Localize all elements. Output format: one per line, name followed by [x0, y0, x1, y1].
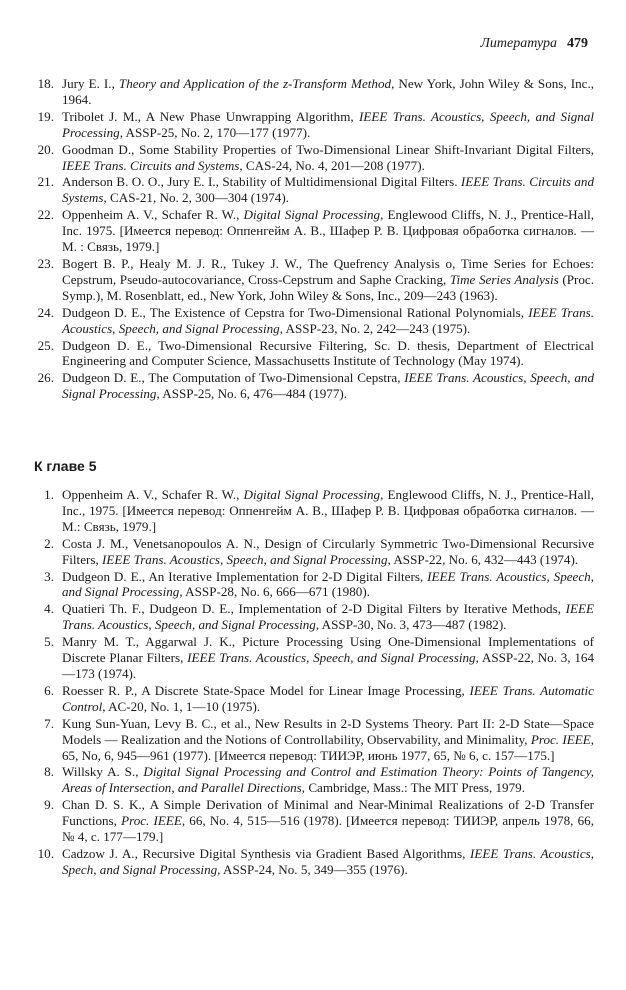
reference-text: Oppenheim A. V., Schafer R. W., — [62, 487, 244, 502]
reference-number: 24. — [37, 304, 54, 320]
reference-title: Proc. IEEE — [121, 813, 182, 829]
reference-text: Dudgeon D. E., An Iterative Implementation for 2-D Digital Filters, — [62, 568, 428, 584]
reference-item — [26, 601, 594, 633]
reference-text-tail: , ASSP-24, No. 5, 349—355 (1976). — [217, 861, 408, 877]
reference-item — [26, 569, 594, 601]
reference-number: 20. — [37, 141, 54, 157]
reference-text: Willsky A. S., — [62, 764, 144, 780]
reference-number: 9. — [44, 797, 54, 813]
reference-text: Manry M. T., Aggarwal J. K., Picture Processing Using One-Dimensional Implementations of Discrete Planar Filters, — [62, 634, 594, 666]
reference-title: IEEE Trans. Acoustics, Speech, and Signal Processing — [62, 568, 594, 600]
reference-title: IEEE Trans. Acoustics, Speech, and Signal Processing — [62, 108, 594, 140]
reference-text: Jury E. I., — [62, 76, 119, 91]
reference-text: Cadzow J. A., Recursive Digital Synthesis via Gradient Based Algorithms, — [62, 845, 470, 861]
reference-item — [26, 370, 594, 402]
reference-text-tail: , ASSP-28, No. 6, 666—671 (1980). — [179, 584, 370, 600]
reference-text-tail: , ASSP-22, No. 6, 432—443 (1974). — [387, 551, 579, 567]
reference-title: IEEE Trans. Acoustics, Spech, and Signal Processing — [62, 845, 594, 877]
reference-text-tail: , AC-20, No. 1, 1—10 (1975). — [102, 698, 261, 714]
reference-text-tail: , New York, John Wiley & Sons, Inc., 1964. — [62, 76, 594, 107]
reference-text-tail: , Englewood Cliffs, N. J., Prentice-Hall, Inc., 1975. [Имеется перевод: Оппенгейм А. В., Шафер Р. В. Цифровая обработка сигналов. — М.: Связь, 1979.] — [62, 487, 595, 534]
reference-item — [26, 174, 594, 206]
reference-item — [26, 76, 594, 108]
reference-item — [26, 142, 594, 174]
reference-text: Dudgeon D. E., Two-Dimensional Recursive Filtering, Sc. D. thesis, Department of Electrical Engineering and Computer Science, Massachusetts Institute of Technology (May 1974). — [62, 337, 594, 369]
reference-title: IEEE Trans. Automatic Control — [62, 682, 594, 714]
reference-item — [26, 634, 594, 682]
reference-text-tail: , ASSP-22, No. 3, 164—173 (1974). — [62, 650, 594, 681]
reference-title: IEEE Trans. Acoustics, Speech, and Signal Processing — [102, 551, 388, 567]
reference-text-tail: , CAS-21, No. 2, 300—304 (1974). — [103, 190, 289, 206]
reference-number: 18. — [37, 76, 54, 91]
reference-number: 22. — [37, 207, 54, 223]
reference-title: IEEE Trans. Circuits and Systems — [62, 157, 240, 173]
reference-number: 19. — [37, 108, 54, 124]
reference-text: Roesser R. P., A Discrete State-Space Model for Linear Image Processing, — [62, 682, 470, 698]
reference-text: Goodman D., Some Stability Properties of Two-Dimensional Linear Shift-Invariant Digital Filters, — [62, 141, 594, 157]
reference-title: Theory and Application of the z-Transform Method — [118, 76, 392, 91]
reference-text: Tribolet J. M., A New Phase Unwrapping Algorithm, — [62, 108, 360, 124]
reference-item — [26, 716, 594, 764]
reference-number: 7. — [44, 715, 54, 731]
reference-text-tail: , ASSP-25, No. 2, 170—177 (1977). — [119, 124, 311, 140]
reference-number: 6. — [44, 682, 54, 698]
reference-text-tail: , ASSP-30, No. 3, 473—487 (1982). — [315, 617, 507, 633]
reference-number: 3. — [44, 568, 54, 584]
reference-text-tail: , Cambridge, Mass.: The MIT Press, 1979. — [301, 780, 525, 796]
reference-text: Kung Sun-Yuan, Levy B. C., et al., New Results in 2-D Systems Theory. Part II: 2-D State—Space Models — Realization and the Notions of Controllability, Observability, and Minimality, — [62, 715, 594, 747]
reference-item — [26, 683, 594, 715]
chapter5-heading: К главе 5 — [34, 458, 97, 474]
reference-title: IEEE Trans. Acoustics, Speech, and Signal Processing — [187, 650, 476, 666]
reference-number: 26. — [37, 370, 54, 386]
reference-text-tail: , 65, No, 6, 945—961 (1977). [Имеется перевод: ТИИЭР, июнь 1977, 65, № 6, с. 157—175.] — [62, 731, 594, 763]
reference-text-tail: , CAS-24, No. 4, 201—208 (1977). — [239, 157, 425, 173]
reference-text: Chan D. S. K., A Simple Derivation of Minimal and Near-Minimal Realizations of 2-D Transfer Functions, — [62, 797, 594, 829]
reference-item — [26, 338, 594, 370]
header-title: Литература — [480, 36, 557, 51]
reference-item — [26, 487, 594, 535]
reference-item — [26, 764, 594, 796]
reference-text: Dudgeon D. E., The Existence of Cepstra for Two-Dimensional Rational Polynomials, — [62, 304, 529, 320]
page-number: 479 — [567, 36, 588, 51]
reference-number: 5. — [44, 634, 54, 650]
reference-text-tail: , ASSP-25, No. 6, 476—484 (1977). — [156, 386, 348, 402]
reference-item — [26, 109, 594, 141]
reference-title: Digital Signal Processing and Control and Estimation Theory: Points of Tangency, Areas of Intersection, and Parallel Directions — [62, 764, 595, 796]
reference-number: 1. — [44, 487, 54, 502]
reference-title: IEEE Trans. Acoustics, Speech, and Signal Processing — [62, 601, 594, 633]
reference-text: Anderson B. O. O., Jury E. I., Stability of Multidimensional Digital Filters. — [62, 174, 461, 190]
reference-text: Costa J. M., Venetsanopoulos A. N., Design of Circularly Symmetric Two-Dimensional Recursive Filters, — [62, 535, 594, 567]
reference-text: Dudgeon D. E., The Computation of Two-Dimensional Cepstra, — [62, 370, 405, 386]
reference-text: Oppenheim A. V., Schafer R. W., — [62, 207, 244, 223]
reference-number: 8. — [44, 764, 54, 780]
chapter4-reference-list — [26, 76, 594, 403]
reference-item — [26, 305, 594, 337]
reference-text-tail: (Proc. Symp.), M. Rosenblatt, ed., New York, John Wiley & Sons, Inc., 209—243 (1963). — [62, 271, 594, 303]
reference-item — [26, 797, 594, 845]
reference-number: 21. — [37, 174, 54, 190]
reference-title: Digital Signal Processing — [243, 207, 381, 223]
reference-item — [26, 536, 594, 568]
reference-item — [26, 256, 594, 304]
reference-title: Time Series Analysis — [449, 271, 559, 287]
reference-text-tail: , Englewood Cliffs, N. J., Prentice-Hall, Inc. 1975. [Имеется перевод: Оппенгейм А. В., Шафер Р. В. Цифровая обработка сигналов. — М. : Связь, 1979.] — [62, 207, 595, 255]
reference-title: IEEE Trans. Acoustics, Speech, and Signal Processing — [62, 370, 594, 402]
reference-title: Proc. IEEE — [530, 731, 591, 747]
reference-title: IEEE Trans. Acoustics, Speech, and Signal Processing — [62, 304, 594, 336]
reference-number: 2. — [44, 535, 54, 551]
reference-text-tail: , 66, No. 4, 515—516 (1978). [Имеется перевод: ТИИЭР, апрель 1978, 66, № 4, с. 177—179.] — [62, 813, 594, 845]
reference-text: Quatieri Th. F., Dudgeon D. E., Implementation of 2-D Digital Filters by Iterative Methods, — [62, 601, 566, 617]
reference-item — [26, 207, 594, 255]
reference-title: IEEE Trans. Circuits and Systems — [62, 174, 594, 206]
reference-title: Digital Signal Processing — [243, 487, 381, 502]
reference-text-tail: , ASSP-23, No. 2, 242—243 (1975). — [279, 320, 471, 336]
reference-number: 4. — [44, 601, 54, 617]
running-header — [480, 36, 588, 52]
reference-number: 25. — [37, 337, 54, 353]
reference-number: 10. — [37, 845, 54, 861]
reference-number: 23. — [37, 255, 54, 271]
reference-item — [26, 846, 594, 878]
chapter5-reference-list — [26, 487, 594, 879]
reference-text: Bogert B. P., Healy M. J. R., Tukey J. W., The Quefrency Analysis o, Time Series for Echoes: Cepstrum, Pseudo-autocovariance, Cross-Cepstrum and Saphe Cracking, — [62, 255, 594, 287]
